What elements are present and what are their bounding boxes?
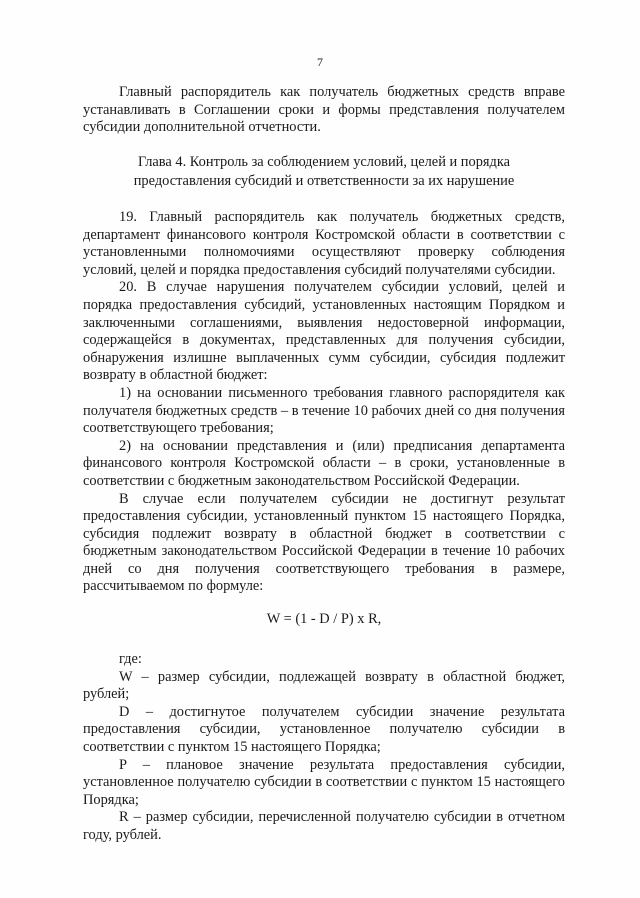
paragraph-19: 19. Главный распорядитель как получатель бюджетных средств, департамент финансового контроля Костромской области в соответствии с установленными полномочиями осуществляют проверку соблюдения условий, целей и порядка предоставления субсидий получателями субсидии. [83,209,565,278]
definition-w: W – размер субсидии, подлежащей возврату в областной бюджет, рублей; [83,668,565,703]
intro-section [83,84,565,137]
intro-paragraph: Главный распорядитель как получатель бюджетных средств вправе устанавливать в Соглашении сроки и формы представления получателем субсидии дополнительной отчетности. [83,84,565,136]
definition-p: P – плановое значение результата предоставления субсидии, установленное получателю субсидии в соответствии с пунктом 15 настоящего Порядка; [83,756,565,808]
paragraph-refund-condition: В случае если получателем субсидии не достигнут результат предоставления субсидии, установленный пунктом 15 настоящего Порядка, субсидия подлежит возврату в областной бюджет в соответствии с бюджетным законодательством Российской Федерации в течение 10 рабочих дней со дня получения соответствующего требования в размере, рассчитываемом по формуле: [83,490,565,595]
chapter-heading-line-1: Глава 4. Контроль за соблюдением условий, целей и порядка [138,154,510,170]
paragraph-20: 20. В случае нарушения получателем субсидии условий, целей и порядка предоставления субсидий, установленных настоящим Порядком и заключенными соглашениями, выявления недостоверной информации, содержащейся в документах, представленных для получения субсидии, обнаружения излишне выплаченных сумм субсидии, субсидия подлежит возврату в областной бюджет: [83,279,565,384]
page-number: 7 [317,55,323,69]
definitions-intro: где: [119,651,142,667]
refund-formula: W = (1 - D / P) x R, [266,611,382,627]
paragraph-20-item-2: 2) на основании представления и (или) предписания департамента финансового контроля Костромской области – в сроки, установленные в соответствии с бюджетным законодательством Российской Федерации. [83,437,565,489]
chapter-heading [83,153,565,191]
chapter-heading-line-2: предоставления субсидий и ответственности за их нарушение [133,173,515,189]
definitions-section [83,651,565,845]
body-section [83,209,565,596]
definition-d: D – достигнутое получателем субсидии значение результата предоставления субсидии, установленное получателю субсидии в соответствии с пунктом 15 настоящего Порядка; [83,703,565,755]
paragraph-20-item-1: 1) на основании письменного требования главного распорядителя как получателя бюджетных средств – в течение 10 рабочих дней со дня получения соответствующего требования; [83,384,565,437]
definition-r: R – размер субсидии, перечисленной получателю субсидии в отчетном году, рублей. [83,809,565,843]
formula-section [83,611,565,629]
